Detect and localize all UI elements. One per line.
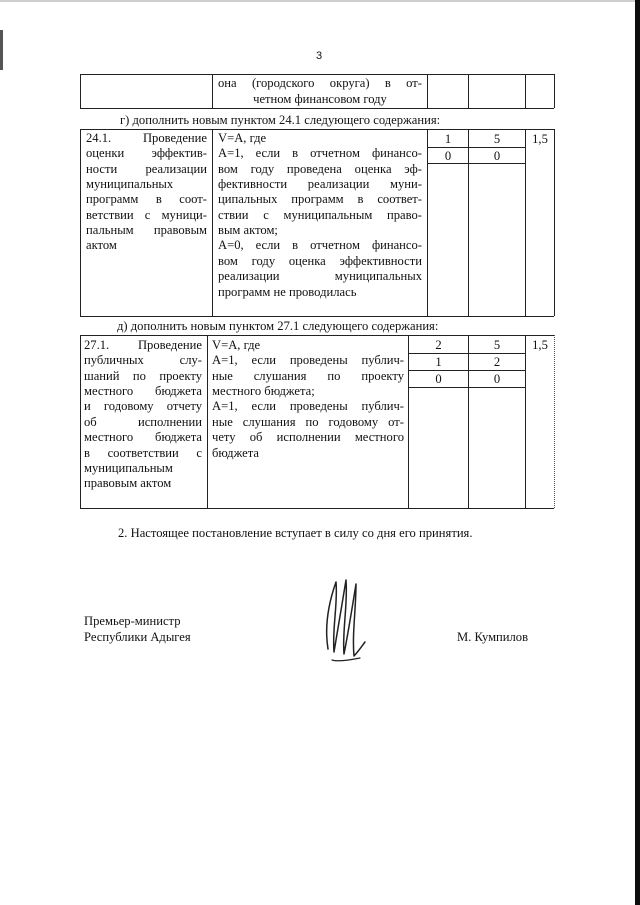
value-cell: 0: [435, 372, 442, 386]
value-cell: 1: [444, 132, 452, 146]
signatory-name: М. Кумпилов: [457, 630, 529, 644]
signatory-position: Премьер-министр: [84, 614, 181, 628]
value-cell: 2: [435, 338, 442, 352]
value-cell: 5: [493, 338, 501, 352]
weight-cell: 1,5: [532, 132, 548, 146]
value-cell: 0: [493, 372, 501, 386]
signatory-position: Республики Адыгея: [84, 630, 191, 644]
value-cell: 0: [444, 149, 452, 163]
criterion-text-line: она (городского округа) в от-: [218, 76, 422, 90]
value-cell: 0: [493, 149, 501, 163]
scan-edge-top: [0, 0, 640, 2]
value-cell: 5: [493, 132, 501, 146]
clause-2: 2. Настоящее постановление вступает в силу со дня его принятия.: [118, 526, 473, 540]
weight-cell: 1,5: [532, 338, 548, 352]
handwritten-signature: [318, 574, 368, 664]
criterion-text-line: четном финансовом году: [253, 92, 387, 106]
page-number: 3: [315, 50, 323, 62]
scan-edge-right: [635, 0, 640, 905]
scan-edge-mark: [0, 30, 3, 70]
value-cell: 2: [493, 355, 501, 369]
value-cell: 1: [435, 355, 442, 369]
section-intro-24-1: г) дополнить новым пунктом 24.1 следующего содержания:: [120, 113, 441, 127]
section-intro-27-1: д) дополнить новым пунктом 27.1 следующего содержания:: [117, 319, 439, 333]
